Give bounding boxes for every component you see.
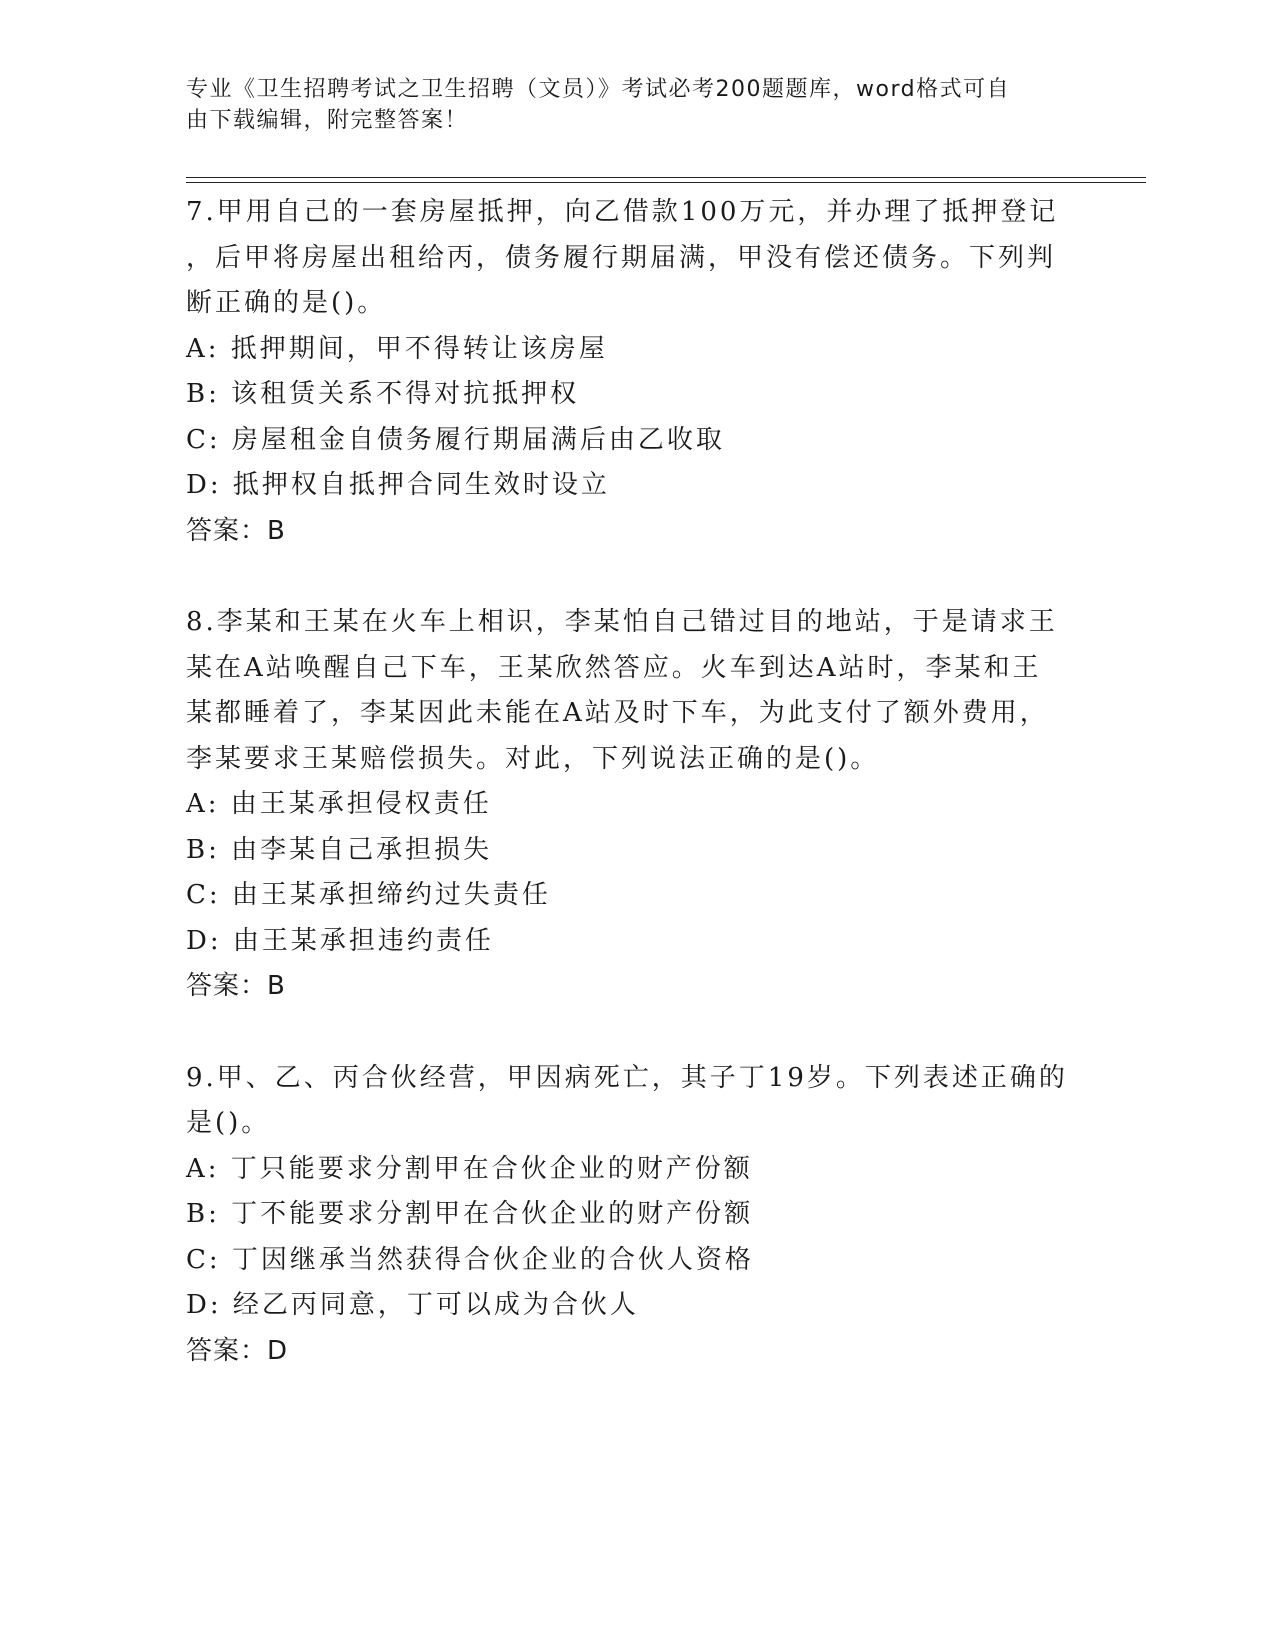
option-b: B: 由李某自己承担损失 — [186, 834, 493, 865]
option-a: A: 丁只能要求分割甲在合伙企业的财产份额 — [186, 1153, 753, 1184]
header-line-2: 由下载编辑，附完整答案！ — [186, 108, 469, 133]
question-stem: 断正确的是()。 — [186, 288, 387, 318]
answer: 答案：D — [186, 1335, 289, 1366]
option-b: B: 丁不能要求分割甲在合伙企业的财产份额 — [186, 1199, 754, 1229]
option-c: C: 丁因继承当然获得合伙企业的合伙人资格 — [186, 1244, 754, 1275]
option-d: D: 经乙丙同意，丁可以成为合伙人 — [186, 1290, 639, 1320]
answer: 答案：B — [186, 515, 286, 546]
header-divider-bottom — [186, 182, 1146, 183]
question-7 — [186, 190, 1106, 554]
spacer — [186, 1010, 1106, 1056]
option-d: D: 由王某承担违约责任 — [186, 925, 494, 956]
question-stem: 7.甲用自己的一套房屋抵押，向乙借款100万元，并办理了抵押登记 — [186, 197, 1059, 227]
question-stem: 某都睡着了，李某因此未能在A站及时下车，为此支付了额外费用， — [186, 698, 1049, 728]
option-d: D: 抵押权自抵押合同生效时设立 — [186, 470, 610, 500]
option-b: B: 该租赁关系不得对抗抵押权 — [186, 379, 580, 409]
option-a: A: 抵押期间，甲不得转让该房屋 — [186, 333, 608, 364]
question-stem: 某在A站唤醒自己下车，王某欣然答应。火车到达A站时，李某和王 — [186, 652, 1042, 683]
question-stem: 李某要求王某赔偿损失。对此，下列说法正确的是()。 — [186, 743, 880, 774]
question-stem: 8.李某和王某在火车上相识，李某怕自己错过目的地站，于是请求王 — [186, 607, 1058, 637]
option-c: C: 房屋租金自债务履行期届满后由乙收取 — [186, 424, 725, 455]
question-stem: 9.甲、乙、丙合伙经营，甲因病死亡，其子丁19岁。下列表述正确的 — [186, 1062, 1068, 1093]
header-divider-top — [186, 177, 1146, 178]
answer: 答案：B — [186, 971, 286, 1001]
document-header — [186, 74, 1086, 136]
header-line-1: 专业《卫生招聘考试之卫生招聘（文员）》考试必考200题题库，word格式可自 — [186, 77, 1011, 102]
question-8 — [186, 600, 1106, 1010]
question-stem: ，后甲将房屋出租给丙，债务履行期届满，甲没有偿还债务。下列判 — [186, 242, 1057, 273]
option-c: C: 由王某承担缔约过失责任 — [186, 880, 551, 910]
question-list — [186, 190, 1106, 1374]
question-9 — [186, 1056, 1106, 1375]
question-stem: 是()。 — [186, 1108, 271, 1138]
spacer — [186, 554, 1106, 600]
option-a: A: 由王某承担侵权责任 — [186, 789, 492, 819]
